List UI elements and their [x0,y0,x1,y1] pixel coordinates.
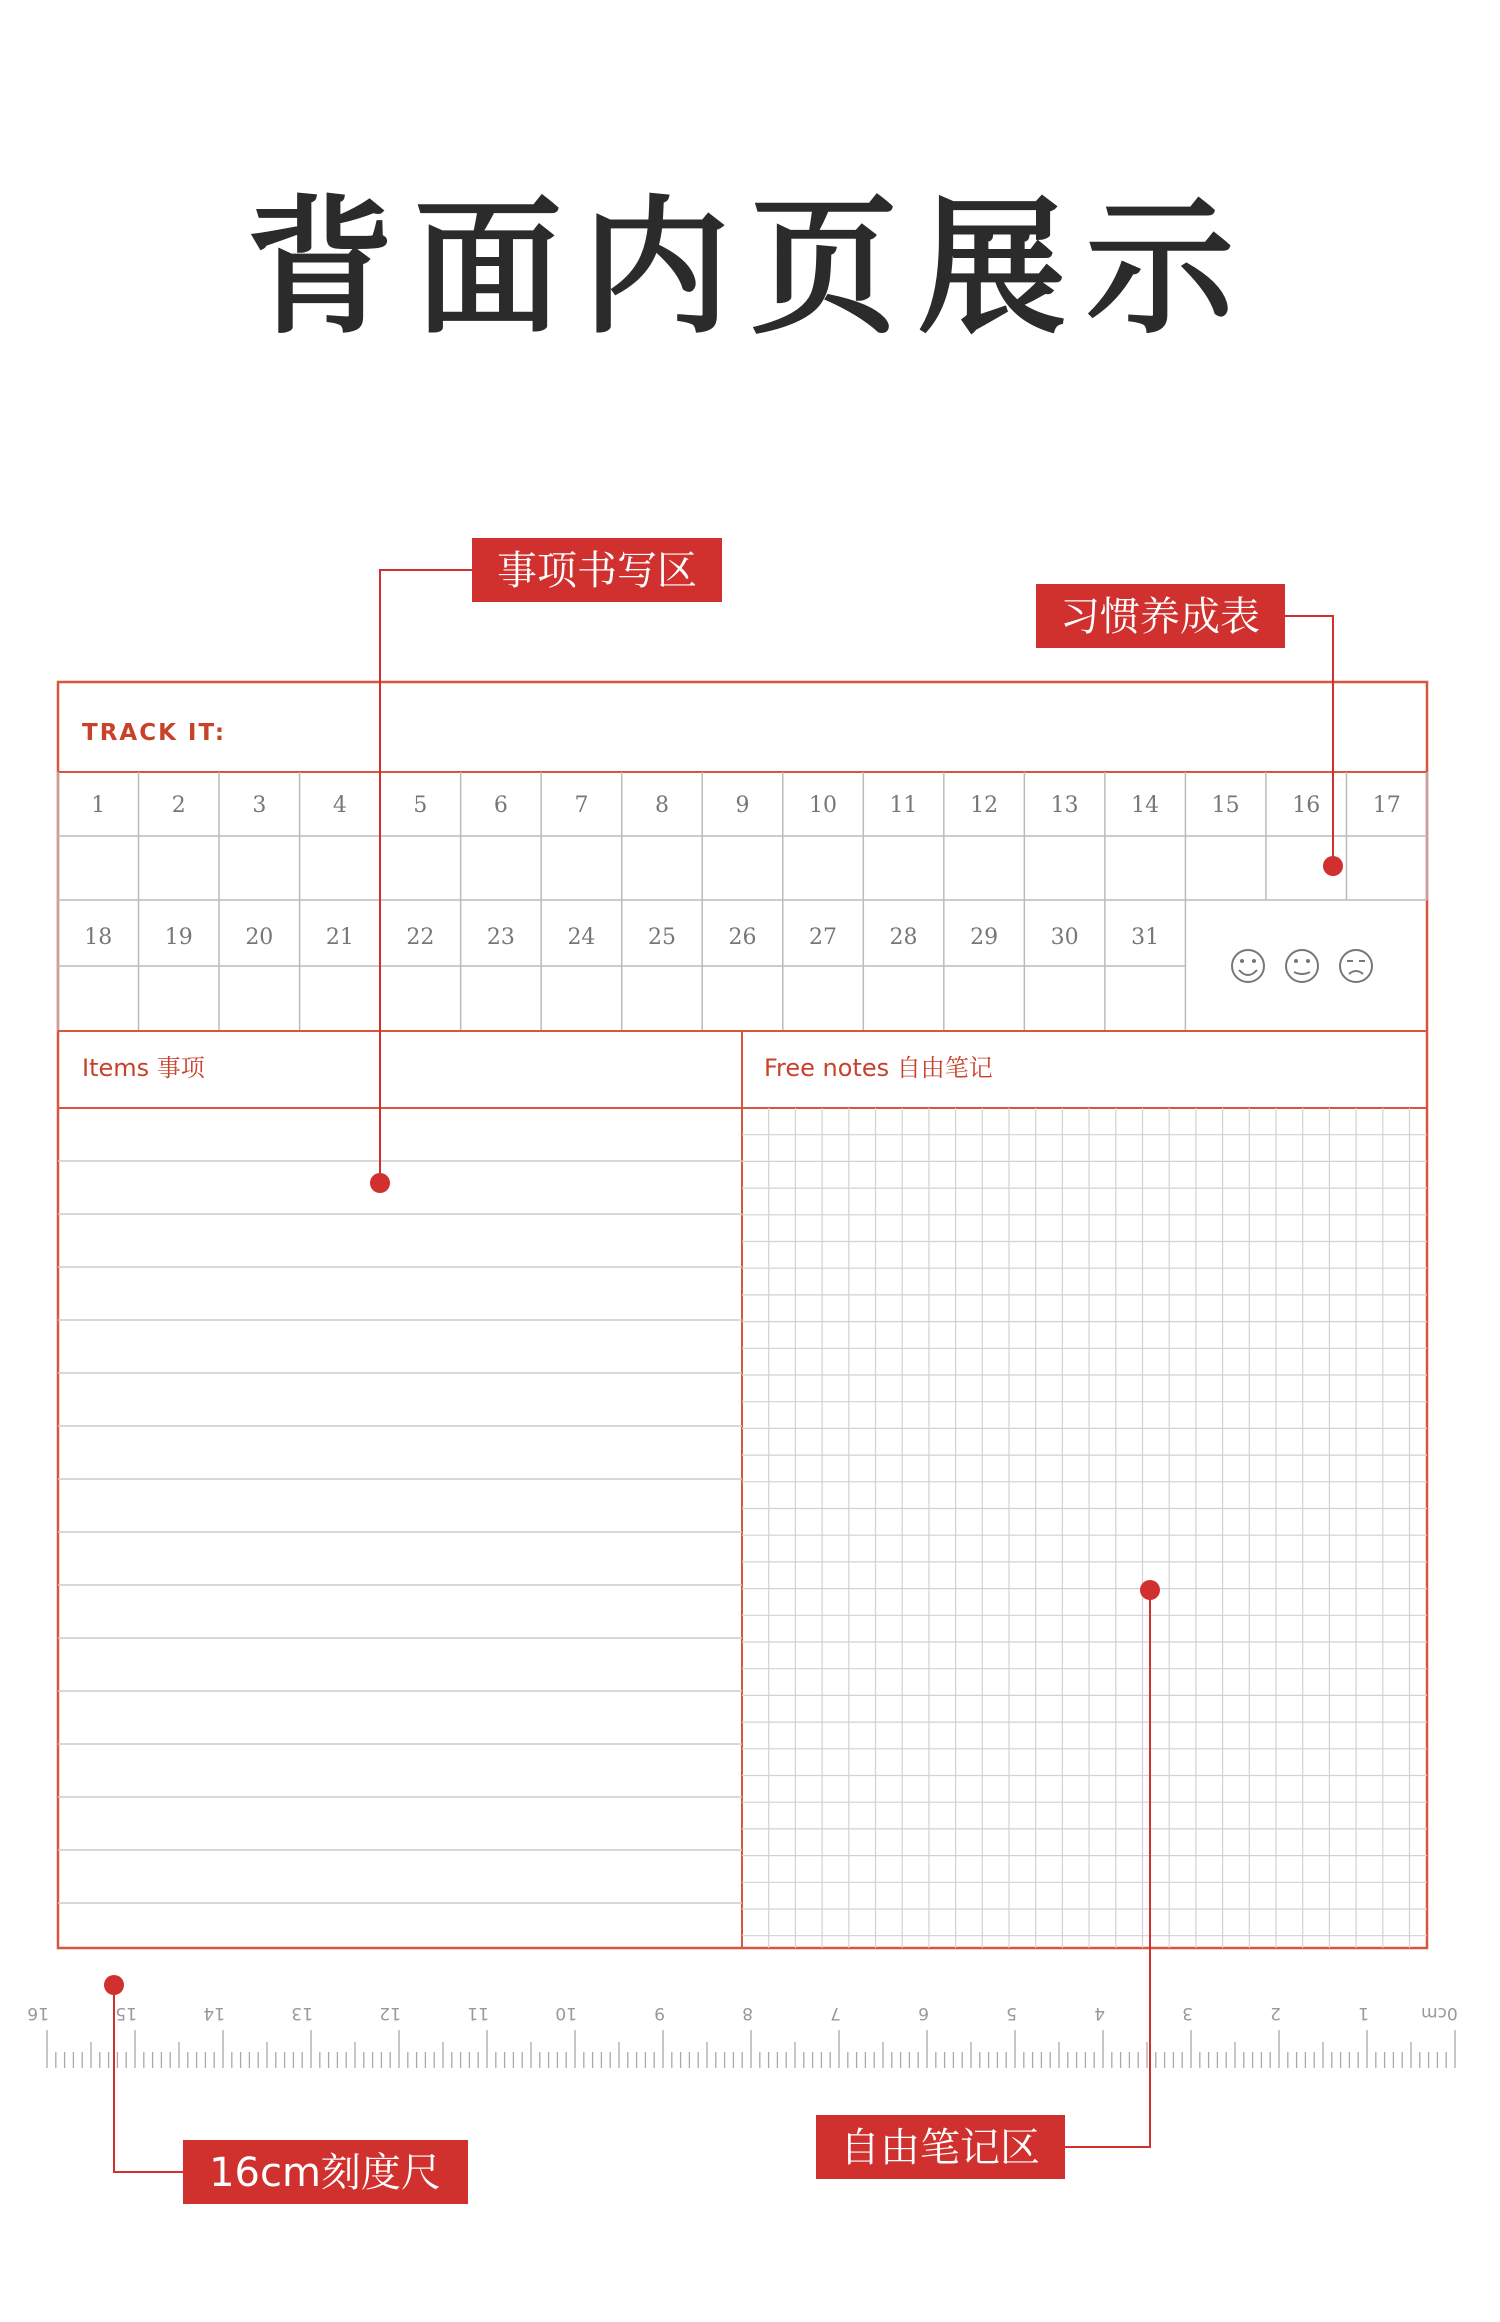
callout-ruler [104,1975,468,2204]
tracker-day-26: 26 [728,925,757,950]
tracker-day-6: 6 [493,793,508,818]
callout-free-notes-label: 自由笔记区 [840,2125,1040,2171]
ruler-number-14: 14 [203,2003,225,2023]
tracker-day-7: 7 [574,793,589,818]
tracker-day-13: 13 [1050,793,1079,818]
items-writing-lines [58,1161,742,1903]
ruler-number-8: 8 [742,2003,753,2023]
ruler-number-12: 12 [379,2003,401,2023]
tracker-day-21: 21 [325,925,354,950]
tracker-day-29: 29 [970,925,999,950]
ruler-number-7: 7 [830,2003,841,2023]
callout-habit-table [1036,584,1343,876]
tracker-day-22: 22 [406,925,435,950]
ruler-number-10: 10 [555,2003,577,2023]
free-notes-grid [742,1108,1427,1948]
tracker-day-23: 23 [486,925,515,950]
happy-face-icon [1232,950,1264,982]
callout-ruler-label: 16cm刻度尺 [209,2150,441,2196]
tracker-day-2: 2 [171,793,186,818]
ruler-unit-label: 0cm [1421,2003,1458,2023]
tracker-day-30: 30 [1050,925,1079,950]
ruler-number-13: 13 [291,2003,313,2023]
tracker-day-14: 14 [1131,793,1160,818]
ruler-number-4: 4 [1094,2003,1105,2023]
callout-free-notes [816,1580,1160,2179]
tracker-day-28: 28 [889,925,918,950]
tracker-day-20: 20 [245,925,274,950]
ruler-16cm [27,2003,1457,2068]
tracker-day-18: 18 [84,925,113,950]
items-header: Items 事项 [82,1054,205,1082]
tracker-day-25: 25 [647,925,676,950]
ruler-number-9: 9 [654,2003,665,2023]
tracker-day-19: 19 [164,925,193,950]
tracker-day-24: 24 [567,925,596,950]
tracker-day-31: 31 [1131,925,1160,950]
tracker-day-9: 9 [735,793,750,818]
ruler-number-2: 2 [1270,2003,1281,2023]
notes-header: Free notes 自由笔记 [764,1054,993,1082]
tracker-heading: TRACK IT: [82,720,227,746]
tracker-day-27: 27 [809,925,838,950]
neutral-face-icon [1286,950,1318,982]
tracker-day-12: 12 [970,793,999,818]
ruler-number-3: 3 [1182,2003,1193,2023]
sleepy-face-icon [1340,950,1372,982]
tracker-day-8: 8 [654,793,669,818]
tracker-day-16: 16 [1292,793,1321,818]
ruler-number-11: 11 [467,2003,489,2023]
callout-items-area [370,538,722,1193]
tracker-day-1: 1 [91,793,106,818]
tracker-day-15: 15 [1211,793,1240,818]
ruler-number-6: 6 [918,2003,929,2023]
habit-tracker-numbers [84,793,1400,950]
ruler-number-15: 15 [115,2003,137,2023]
page-title: 背面内页展示 [246,180,1254,354]
tracker-day-11: 11 [889,793,918,818]
ruler-number-1: 1 [1358,2003,1369,2023]
tracker-day-17: 17 [1372,793,1401,818]
tracker-day-3: 3 [252,793,267,818]
callout-items-area-label: 事项书写区 [497,548,697,594]
callout-habit-table-label: 习惯养成表 [1060,594,1260,640]
tracker-day-10: 10 [809,793,838,818]
tracker-day-5: 5 [413,793,428,818]
tracker-day-4: 4 [332,793,347,818]
ruler-number-16: 16 [27,2003,49,2023]
ruler-number-5: 5 [1006,2003,1017,2023]
